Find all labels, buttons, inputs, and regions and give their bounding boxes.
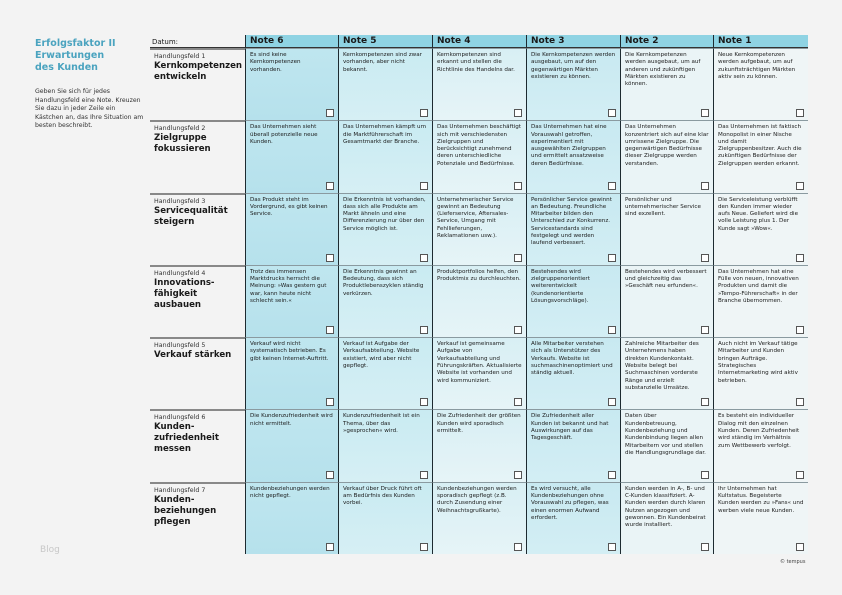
cell-description: Das Unternehmen ist faktisch Monopolist in einer Nische und damit Zielgruppenbesitzer. Auch die zukünftigen Bedürfnisse der Zielgruppen werden erkannt. <box>718 124 802 167</box>
cell-description: Die Kernkompetenzen werden ausgebaut, um auf anderen und zukünftigen Märkten existieren zu können. <box>625 52 701 88</box>
cell-description: Das Produkt steht im Vordergrund, es gibt keinen Service. <box>250 196 328 218</box>
cell-description: Kunden werden in A-, B- und C-Kunden klassifiziert. A-Kunden werden durch klaren Nutzen angezogen und gewonnen. Ein Kundenbeirat wurde installiert. <box>625 485 706 529</box>
rating-checkbox[interactable] <box>326 109 334 117</box>
rating-cell <box>432 482 526 554</box>
rating-checkbox[interactable] <box>608 471 616 479</box>
cell-description: Persönlicher Service gewinnt an Bedeutung. Freundliche Mitarbeiter bilden den Unterschied zur Konkurrenz. Servicestandards sind festgelegt und werden laufend verbessert. <box>531 196 612 247</box>
rating-cell <box>432 193 526 265</box>
rating-checkbox[interactable] <box>326 471 334 479</box>
rating-checkbox[interactable] <box>796 326 804 334</box>
rating-checkbox[interactable] <box>326 254 334 262</box>
rating-checkbox[interactable] <box>420 543 428 551</box>
rating-checkbox[interactable] <box>701 543 709 551</box>
sidebar <box>35 38 145 131</box>
rating-checkbox[interactable] <box>796 254 804 262</box>
cell-description: Das Unternehmen beschäftigt sich mit verschiedensten Zielgruppen und berücksichtigt zunehmend deren unterschiedliche Potenziale und Bedürfnisse. <box>437 124 521 167</box>
rating-checkbox[interactable] <box>701 109 709 117</box>
cell-description: Kernkompetenzen sind zwar vorhanden, aber nicht bekannt. <box>343 52 422 73</box>
row-title: Verkauf stärken <box>154 350 232 361</box>
column-header-note-4: Note 4 <box>432 35 526 48</box>
cell-description: Daten über Kundenbetreuung, Kundenbeziehung und Kundenbindung liegen allen Mitarbeitern vor und stellen die Handlungsgrundlage dar. <box>625 413 706 456</box>
column-header-note-1: Note 1 <box>713 35 808 48</box>
cell-description: Verkauf über Druck führt oft am Bedürfnis des Kunden vorbei. <box>343 485 422 507</box>
cell-description: Das Unternehmen hat eine Vorauswahl getroffen, experimentiert mit ausgewählten Zielgruppen und ermittelt ansatzweise deren Bedürfnisse. <box>531 124 607 167</box>
cell-description: Trotz des immensen Marktdrucks herrscht die Meinung: »Was gestern gut war, kann heute nicht schlecht sein.« <box>250 268 327 305</box>
cell-description: Kernkompetenzen sind erkannt und stellen die Richtlinie des Handelns dar. <box>437 52 515 73</box>
rating-cell <box>245 409 338 481</box>
rating-checkbox[interactable] <box>514 471 522 479</box>
row-title: Innovations-fähigkeit ausbauen <box>154 277 215 310</box>
rating-checkbox[interactable] <box>420 326 428 334</box>
cell-description: Das Unternehmen kämpft um die Marktführerschaft im Gesamtmarkt der Branche. <box>343 124 427 145</box>
rating-cell <box>526 120 620 192</box>
rating-checkbox[interactable] <box>514 254 522 262</box>
row-kicker: Handlungsfeld 6 <box>154 414 206 422</box>
rating-cell <box>526 409 620 481</box>
rating-cell <box>338 48 432 120</box>
rating-cell <box>526 193 620 265</box>
cell-description: Verkauf ist gemeinsame Aufgabe von Verkaufsabteilung und Führungskräften. Aktualisierte Website ist vorhanden und wird kommuniziert. <box>437 341 522 384</box>
rating-checkbox[interactable] <box>420 254 428 262</box>
cell-description: Die Erkenntnis ist vorhanden, dass sich alle Produkte am Markt ähneln und eine Differenzierung nur über den Service möglich ist. <box>343 196 426 232</box>
rating-cell <box>620 265 713 337</box>
cell-description: Kundenbeziehungen werden nicht gepflegt. <box>250 485 330 500</box>
rating-cell <box>432 120 526 192</box>
cell-description: Auch nicht im Verkauf tätige Mitarbeiter und Kunden bringen Aufträge. Strategisches Internetmarketing wird aktiv betrieben. <box>718 341 798 384</box>
cell-description: Kundenbeziehungen werden sporadisch gepflegt (z.B. durch Zusendung einer Weihnachtsgrußkarte). <box>437 485 517 514</box>
rating-cell <box>713 48 808 120</box>
row-kicker: Handlungsfeld 5 <box>154 342 206 350</box>
cell-description: Verkauf wird nicht systematisch betrieben. Es gibt keinen Internet-Auftritt. <box>250 341 329 362</box>
rating-cell <box>245 120 338 192</box>
rating-checkbox[interactable] <box>326 326 334 334</box>
rating-cell <box>713 482 808 554</box>
rating-checkbox[interactable] <box>796 398 804 406</box>
column-header-note-2: Note 2 <box>620 35 713 48</box>
row-title: Kunden-beziehungen pflegen <box>154 494 217 527</box>
rating-cell <box>338 409 432 481</box>
rating-cell <box>245 265 338 337</box>
rating-cell <box>245 193 338 265</box>
rating-checkbox[interactable] <box>701 254 709 262</box>
row-label <box>150 482 245 554</box>
rating-checkbox[interactable] <box>420 398 428 406</box>
rating-cell <box>245 482 338 554</box>
rating-table <box>150 35 808 554</box>
rating-checkbox[interactable] <box>514 543 522 551</box>
cell-description: Ihr Unternehmen hat Kultstatus. Begeisterte Kunden werden zu »Fans« und werben viele neue Kunden. <box>718 485 804 514</box>
rating-checkbox[interactable] <box>608 254 616 262</box>
section-title: Erfolgsfaktor II Erwartungen des Kunden <box>35 38 116 73</box>
rating-cell <box>620 409 713 481</box>
cell-description: Produktportfolios helfen, den Produktmix zu durchleuchten. <box>437 268 521 283</box>
rating-cell <box>338 193 432 265</box>
rating-cell <box>526 265 620 337</box>
column-header-note-5: Note 5 <box>338 35 432 48</box>
rating-cell <box>526 48 620 120</box>
rating-checkbox[interactable] <box>701 471 709 479</box>
column-header-note-3: Note 3 <box>526 35 620 48</box>
cell-description: Die Zufriedenheit der größten Kunden wird sporadisch ermittelt. <box>437 413 521 435</box>
rating-checkbox[interactable] <box>701 326 709 334</box>
rating-cell <box>526 337 620 409</box>
rating-cell <box>245 48 338 120</box>
column-header-note-6: Note 6 <box>245 35 338 48</box>
rating-cell <box>432 337 526 409</box>
row-kicker: Handlungsfeld 4 <box>154 269 206 277</box>
row-label <box>150 409 245 481</box>
rating-cell <box>713 193 808 265</box>
rating-cell <box>713 337 808 409</box>
rating-checkbox[interactable] <box>796 182 804 190</box>
row-kicker: Handlungsfeld 3 <box>154 197 206 205</box>
rating-checkbox[interactable] <box>514 398 522 406</box>
rating-cell <box>432 409 526 481</box>
cell-description: Bestehendes wird verbessert und gleichzeitig das »Geschäft neu erfunden«. <box>625 268 707 290</box>
row-label <box>150 193 245 265</box>
rating-checkbox[interactable] <box>420 471 428 479</box>
rating-cell <box>713 265 808 337</box>
cell-description: Das Unternehmen hat eine Fülle von neuen, innovativen Produkten und damit die »Tempo-Führerschaft« in der Branche übernommen. <box>718 268 799 305</box>
row-title: Zielgruppe fokussieren <box>154 133 211 155</box>
rating-cell <box>338 337 432 409</box>
rating-cell <box>620 120 713 192</box>
rating-cell <box>713 120 808 192</box>
rating-checkbox[interactable] <box>608 398 616 406</box>
cell-description: Die Serviceleistung verblüfft den Kunden immer wieder aufs Neue. Geliefert wird die volle Leistung plus 1. Der Kunde sagt »Wow«. <box>718 196 799 232</box>
rating-checkbox[interactable] <box>326 182 334 190</box>
rating-checkbox[interactable] <box>608 182 616 190</box>
rating-cell <box>620 482 713 554</box>
rating-checkbox[interactable] <box>514 109 522 117</box>
rating-cell <box>245 337 338 409</box>
date-label: Datum: <box>150 35 245 48</box>
rating-checkbox[interactable] <box>420 182 428 190</box>
rating-cell <box>620 193 713 265</box>
rating-checkbox[interactable] <box>701 182 709 190</box>
rating-checkbox[interactable] <box>326 398 334 406</box>
cell-description: Unternehmerischer Service gewinnt an Bedeutung (Lieferservice, Aftersales-Service, Umgang mit Fehllieferungen, Reklamationen usw.). <box>437 196 514 240</box>
cell-description: Zahlreiche Mitarbeiter des Unternehmens haben direkten Kundenkontakt. Website belegt bei Suchmaschinen vorderste Ränge und erzielt substanzielle Umsätze. <box>625 341 699 391</box>
rating-cell <box>620 337 713 409</box>
row-kicker: Handlungsfeld 7 <box>154 486 206 494</box>
row-label <box>150 120 245 192</box>
rating-checkbox[interactable] <box>796 109 804 117</box>
row-label <box>150 48 245 120</box>
rating-checkbox[interactable] <box>326 543 334 551</box>
cell-description: Verkauf ist Aufgabe der Verkaufsabteilung. Website existiert, wird aber nicht gepflegt. <box>343 341 420 370</box>
rating-cell <box>338 265 432 337</box>
rating-cell <box>526 482 620 554</box>
row-kicker: Handlungsfeld 1 <box>154 53 206 60</box>
cell-description: Bestehendes wird zielgruppenorientiert weiterentwickelt (kundenorientierte Lösungsvorschläge). <box>531 268 590 305</box>
row-label <box>150 265 245 337</box>
rating-cell <box>338 482 432 554</box>
rating-checkbox[interactable] <box>701 398 709 406</box>
cell-description: Es besteht ein individueller Dialog mit den einzelnen Kunden. Deren Zufriedenheit wird ständig im Verhältnis zum Wettbewerb verfolgt. <box>718 413 800 449</box>
instructions: Geben Sie sich für jedes Handlungsfeld eine Note. Kreuzen Sie dazu in jeder Zeile ein Kästchen an, das Ihre Situation am besten beschreibt. <box>35 88 144 130</box>
cell-description: Die Zufriedenheit aller Kunden ist bekannt und hat Auswirkungen auf das Tagesgeschäft. <box>531 413 609 442</box>
cell-description: Alle Mitarbeiter verstehen sich als Unterstützer des Verkaufs. Website ist suchmaschinenoptimiert und ständig aktuell. <box>531 341 613 377</box>
rating-cell <box>432 265 526 337</box>
rating-cell <box>432 48 526 120</box>
row-label <box>150 337 245 409</box>
rating-checkbox[interactable] <box>796 471 804 479</box>
rating-cell <box>620 48 713 120</box>
cell-description: Es wird versucht, alle Kundenbeziehungen ohne Vorauswahl zu pflegen, was einen enormen Aufwand erfordert. <box>531 485 609 521</box>
cell-description: Es sind keine Kernkompetenzen vorhanden. <box>250 52 301 73</box>
row-title: Kernkompetenzen entwickeln <box>154 61 243 82</box>
row-title: Servicequalität steigern <box>154 205 228 227</box>
copyright: © tempus <box>780 559 806 565</box>
rating-checkbox[interactable] <box>420 109 428 117</box>
cell-description: Die Kernkompetenzen werden ausgebaut, um auf den gegenwärtigen Märkten existieren zu können. <box>531 52 616 80</box>
cell-description: Persönlicher und unternehmerischer Service sind exzellent. <box>625 196 701 218</box>
rating-checkbox[interactable] <box>608 543 616 551</box>
rating-checkbox[interactable] <box>796 543 804 551</box>
rating-checkbox[interactable] <box>608 109 616 117</box>
cell-description: Das Unternehmen konzentriert sich auf eine klar umrissene Zielgruppe. Die gegenwärtigen Bedürfnisse dieser Zielgruppe werden verstanden. <box>625 124 709 167</box>
rating-checkbox[interactable] <box>514 182 522 190</box>
watermark: Blog <box>40 545 60 555</box>
row-title: Kunden-zufriedenheit messen <box>154 422 219 455</box>
cell-description: Die Erkenntnis gewinnt an Bedeutung, dass sich Produktlebenszyklen ständig verkürzen. <box>343 268 424 297</box>
cell-description: Neue Kernkompetenzen werden aufgebaut, um auf zukunftsträchtigen Märkten aktiv sein zu können. <box>718 52 796 80</box>
cell-description: Kundenzufriedenheit ist ein Thema, über das »gesprochen« wird. <box>343 413 420 435</box>
rating-cell <box>338 120 432 192</box>
cell-description: Die Kundenzufriedenheit wird nicht ermittelt. <box>250 413 333 427</box>
cell-description: Das Unternehmen sieht überall potenzielle neue Kunden. <box>250 124 318 145</box>
rating-checkbox[interactable] <box>514 326 522 334</box>
rating-cell <box>713 409 808 481</box>
row-kicker: Handlungsfeld 2 <box>154 125 206 133</box>
rating-checkbox[interactable] <box>608 326 616 334</box>
